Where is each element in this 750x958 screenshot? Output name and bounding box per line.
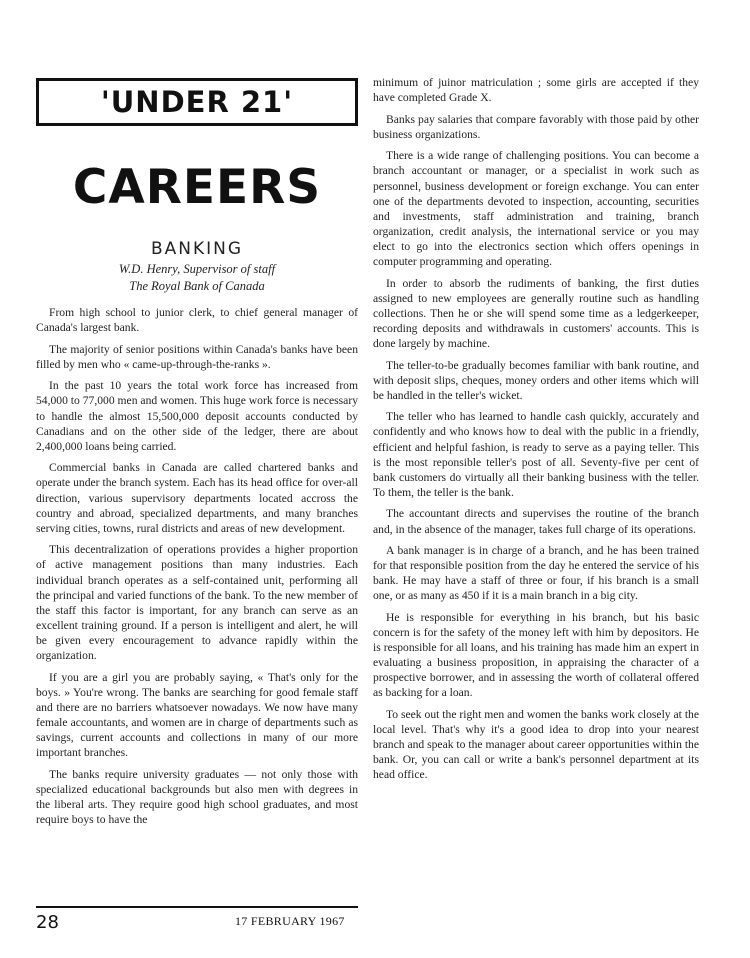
page-number: 28 xyxy=(36,912,59,933)
paragraph: The banks require university graduates — not only those with specialized educational backgrounds but also men with degrees in the liberal arts. They require good high school graduates, and most require boys to have the xyxy=(36,767,358,826)
byline xyxy=(36,261,358,295)
paragraph: The majority of senior positions within Canada's banks have been filled by men who « came-up-through-the-ranks ». xyxy=(36,342,358,371)
byline-author: W.D. Henry, Supervisor of staff xyxy=(118,262,276,276)
paragraph: The teller-to-be gradually becomes familiar with bank routine, and with deposit slips, cheques, money orders and other items which will be handled in the teller's wicket. xyxy=(373,358,699,402)
footer-rule xyxy=(36,906,358,908)
paragraph: From high school to junior clerk, to chief general manager of Canada's largest bank. xyxy=(36,306,358,335)
article-title: CAREERS xyxy=(72,160,322,215)
paragraph-continued: minimum of juinor matriculation ; some girls are accepted if they have completed Grade X. xyxy=(373,76,699,105)
byline-organization: The Royal Bank of Canada xyxy=(129,279,265,293)
paragraph: To seek out the right men and women the banks work closely at the local level. That's why it's a good idea to drop into your nearest branch and speak to the manager about career opportunities within the bank. Or, you can call or write a bank's personnel department at its head office. xyxy=(373,708,699,782)
banner-text: 'UNDER 21' xyxy=(100,85,294,119)
paragraph: Banks pay salaries that compare favorably with those paid by other business organizations. xyxy=(373,112,699,141)
paragraph: The accountant directs and supervises the routine of the branch and, in the absence of the manager, takes full charge of its operations. xyxy=(373,507,699,536)
paragraph: In the past 10 years the total work force has increased from 54,000 to 77,000 men and women. This huge work force is necessary to handle the almost 15,500,000 deposit accounts conducted by Canadians and on the other side of the ledger, there are about 2,400,000 loans being carried. xyxy=(36,379,358,453)
issue-date: 17 FEBRUARY 1967 xyxy=(235,914,345,928)
paragraph: The teller who has learned to handle cash quickly, accurately and confidently and who knows how to deal with the public in a friendly, efficient and helpful fashion, is ready to serve as a paying teller. This is the most reponsible teller's post of all. Seventy-five per cent of bank customers do virtually all their banking business with the teller. To them, the teller is the bank. xyxy=(373,410,699,499)
paragraph: Commercial banks in Canada are called chartered banks and operate under the branch system. Each has its head office for over-all direction, various supervisory departments located accross the country and abroad, specialized departments, and many branches serving cities, towns, rural districts and areas of new development. xyxy=(36,461,358,535)
paragraph: If you are a girl you are probably saying, « That's only for the boys. » You're wrong. The banks are searching for good female staff and there are no barriers whatsoever nowadays. We now have many female accountants, and women are in charge of departments such as savings, current accounts and collections in many of our more important branches. xyxy=(36,670,358,760)
paragraph: There is a wide range of challenging positions. You can become a branch accountant or manager, or a specialist in work such as personnel, business development or foreign exchange. You can enter one of the departments devoted to inspection, accounting, securities and investments, staff administration and training, branch organization, credit analysis, the international service or you may elect to go into the electronics section which offers openings in computer programming and operating. xyxy=(373,149,699,269)
paragraph: A bank manager is in charge of a branch, and he has been trained for that responsible position from the day he entered the service of his bank. He may have a staff of three or four, if his branch is a small one, or as many as 450 if it is a main branch in a big city. xyxy=(373,544,699,603)
paragraph: This decentralization of operations provides a higher proportion of active management positions than many industries. Each individual branch operates as a self-contained unit, performing all the principal and varied functions of the bank. To the new member of the staff this factor is important, for any branch can serve as an excellent training ground. If a person is intelligent and alert, he will be given every encouragement to advance rapidly within the organization. xyxy=(36,543,358,662)
article-subtitle: BANKING xyxy=(150,239,244,259)
right-column xyxy=(373,75,699,789)
left-column xyxy=(36,305,358,834)
under-21-banner xyxy=(36,78,358,126)
paragraph: He is responsible for everything in his branch, but his basic concern is for the safety of the money left with him by depositors. He is responsible for all loans, and his training has made him an expert in evaluating a business proposition, in appraising the character of a prospective borrower, and in assessing the worth of collateral offered as backing for a loan. xyxy=(373,611,699,700)
paragraph: In order to absorb the rudiments of banking, the first duties assigned to new employees are generally routine such as handling collections. Then he or she will spend some time as a ledgerkeeper, recording deposits and withdrawals in customers' accounts. This is done largely by machine. xyxy=(373,276,699,350)
